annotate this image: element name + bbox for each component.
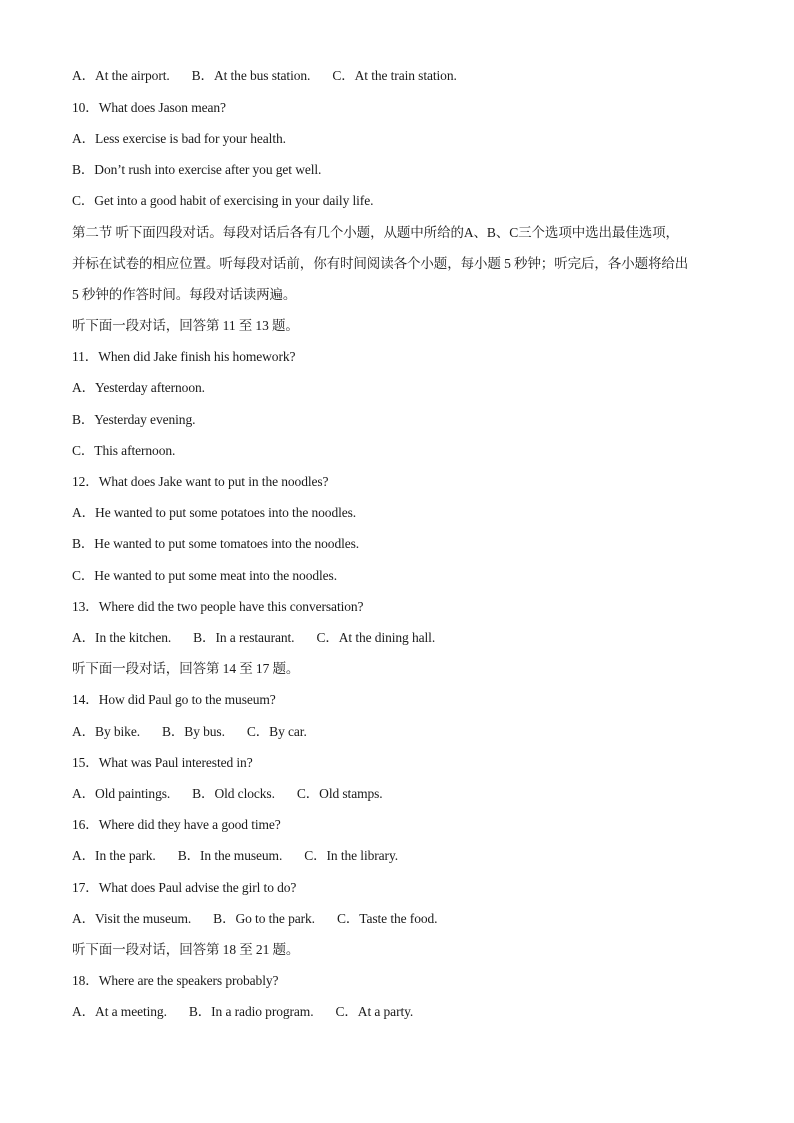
q15-question: 15．What was Paul interested in? [72, 755, 253, 770]
q18-option-b: B．In a radio program. [188, 1004, 314, 1019]
q16-options [72, 847, 398, 865]
q17-option-b: B．Go to the park. [213, 911, 315, 926]
q17-option-a: A．Visit the museum. [72, 911, 192, 926]
q15-option-c: C．Old stamps. [296, 786, 383, 801]
q14-options [72, 723, 307, 741]
q16-option-b: B．In the museum. [177, 848, 283, 863]
q10-option-c: C．Get into a good habit of exercising in your daily life. [72, 193, 374, 208]
q11-question: 11．When did Jake finish his homework? [72, 349, 296, 364]
q12-option-a: A．He wanted to put some potatoes into the noodles. [72, 505, 357, 520]
group3-heading: 听下面一段对话，回答第 18 至 21 题。 [72, 942, 300, 957]
q16-question: 16．Where did they have a good time? [72, 817, 281, 832]
q13-option-c: C．At the dining hall. [316, 630, 436, 645]
q11-option-c: C．This afternoon. [72, 443, 176, 458]
q17-options [72, 910, 437, 928]
q14-option-b: B．By bus. [162, 724, 225, 739]
q15-options [72, 785, 383, 803]
q14-question: 14．How did Paul go to the museum? [72, 692, 276, 707]
q18-question: 18．Where are the speakers probably? [72, 973, 279, 988]
q10-option-b: B．Don’t rush into exercise after you get well. [72, 162, 322, 177]
q16-option-a: A．In the park. [72, 848, 156, 863]
q18-options [72, 1003, 413, 1021]
section2-instruction-line-3: 5 秒钟的作答时间。每段对话读两遍。 [72, 287, 297, 302]
q18-option-c: C．At a party. [335, 1004, 414, 1019]
q18-option-a: A．At a meeting. [72, 1004, 167, 1019]
q10-option-a: A．Less exercise is bad for your health. [72, 131, 286, 146]
q11-option-b: B．Yesterday evening. [72, 412, 196, 427]
q13-option-b: B．In a restaurant. [193, 630, 295, 645]
section2-instruction-line-1: 第二节 听下面四段对话。每段对话后各有几个小题，从题中所给的A、B、C三个选项中选出最佳选项， [72, 225, 679, 240]
group1-heading: 听下面一段对话，回答第 11 至 13 题。 [72, 318, 299, 333]
q15-option-a: A．Old paintings. [72, 786, 171, 801]
q9-option-a: A．At the airport. [72, 68, 170, 83]
section2-instruction-line-2: 并标在试卷的相应位置。听每段对话前，你有时间阅读各个小题，每小题 5 秒钟；听完后，各小题将给出 [72, 256, 689, 271]
q9-option-c: C．At the train station. [332, 68, 457, 83]
q16-option-c: C．In the library. [304, 848, 398, 863]
q12-option-c: C．He wanted to put some meat into the noodles. [72, 568, 337, 583]
q11-option-a: A．Yesterday afternoon. [72, 380, 205, 395]
q14-option-c: C．By car. [246, 724, 307, 739]
q13-option-a: A．In the kitchen. [72, 630, 172, 645]
q9-options [72, 67, 457, 85]
q12-option-b: B．He wanted to put some tomatoes into the noodles. [72, 536, 360, 551]
q15-option-b: B．Old clocks. [192, 786, 275, 801]
q10-question: 10．What does Jason mean? [72, 100, 226, 115]
q17-option-c: C．Taste the food. [336, 911, 438, 926]
group2-heading: 听下面一段对话，回答第 14 至 17 题。 [72, 661, 300, 676]
q17-question: 17．What does Paul advise the girl to do? [72, 880, 297, 895]
q9-option-b: B．At the bus station. [191, 68, 311, 83]
q13-options [72, 629, 435, 647]
q14-option-a: A．By bike. [72, 724, 140, 739]
q12-question: 12．What does Jake want to put in the noodles? [72, 474, 329, 489]
q13-question: 13．Where did the two people have this conversation? [72, 599, 364, 614]
